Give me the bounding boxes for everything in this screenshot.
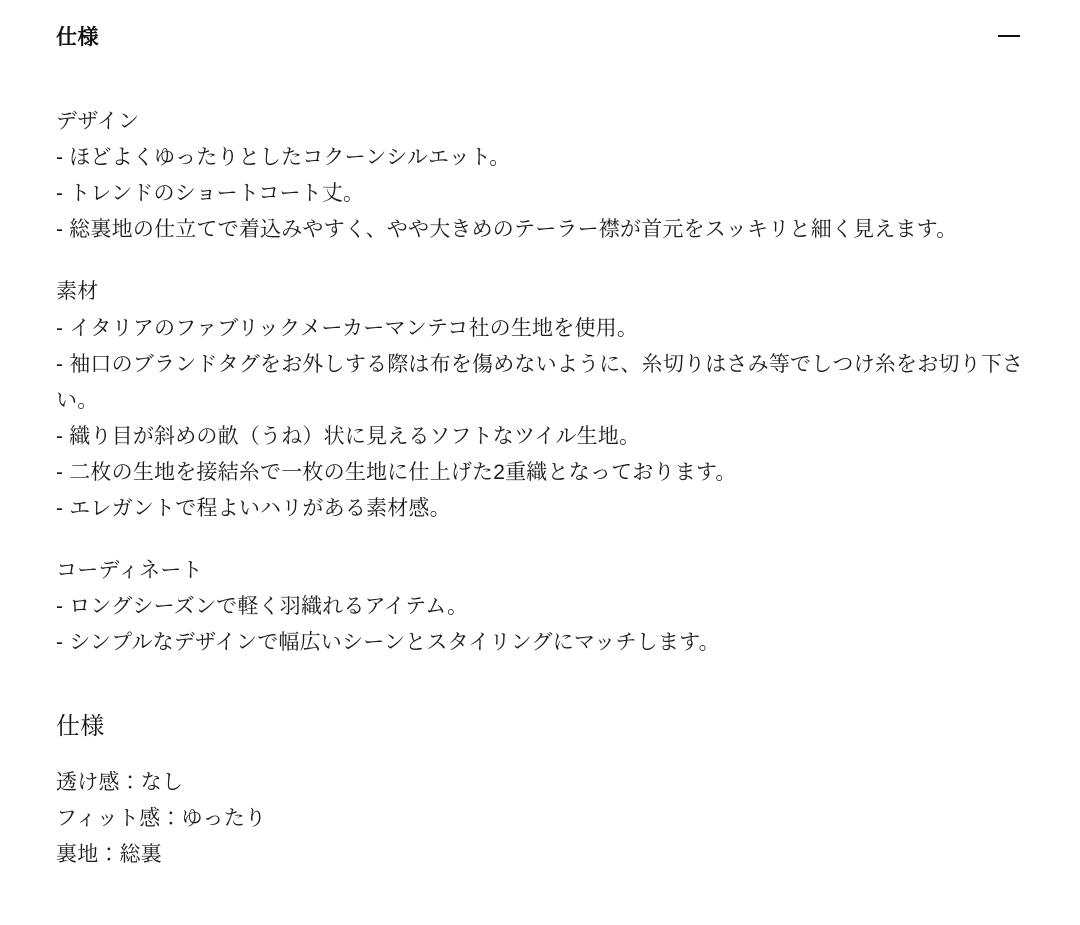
block-line: - エレガントで程よいハリがある素材感。 xyxy=(56,497,451,521)
spec-row: フィット感：ゆったり xyxy=(56,806,267,830)
block-line: - ほどよくゆったりとしたコクーンシルエット。 xyxy=(56,146,511,170)
spec-row: 透け感：なし xyxy=(56,770,184,794)
block-heading: コーディネート xyxy=(56,559,203,583)
spec-row: 裏地：総裏 xyxy=(56,843,162,867)
block-heading: 素材 xyxy=(56,280,99,304)
page-title: 仕様 xyxy=(56,26,99,49)
block-line: - 織り目が斜めの畝（うね）状に見えるソフトなツイル生地。 xyxy=(56,424,641,448)
content-block-coordinate xyxy=(56,553,1024,661)
minus-icon[interactable] xyxy=(994,21,1024,51)
block-line: - トレンドのショートコート丈。 xyxy=(56,182,365,206)
block-line: - 袖口のブランドタグをお外しする際は布を傷めないように、糸切りはさみ等でしつけ糸をお切り下さい。 xyxy=(56,352,1024,412)
block-line: - 総裏地の仕立てで着込みやすく、やや大きめのテーラー襟が首元をスッキリと細く見えます。 xyxy=(56,218,958,242)
minus-bar xyxy=(998,35,1020,37)
block-line: - ロングシーズンで軽く羽織れるアイテム。 xyxy=(56,595,469,619)
spec-subsection-title: 仕様 xyxy=(56,712,105,740)
content-block-material xyxy=(56,274,1024,527)
content-block-design xyxy=(56,104,1024,248)
block-heading: デザイン xyxy=(56,110,140,133)
block-line: - シンプルなデザインで幅広いシーンとスタイリングにマッチします。 xyxy=(56,631,720,655)
block-line: - 二枚の生地を接結糸で一枚の生地に仕上げた2重織となっております。 xyxy=(56,460,737,484)
block-line: - イタリアのファブリックメーカーマンテコ社の生地を使用。 xyxy=(56,316,639,340)
section-header xyxy=(56,0,1024,56)
spec-subsection xyxy=(56,706,1024,874)
specification-content xyxy=(56,104,1024,873)
